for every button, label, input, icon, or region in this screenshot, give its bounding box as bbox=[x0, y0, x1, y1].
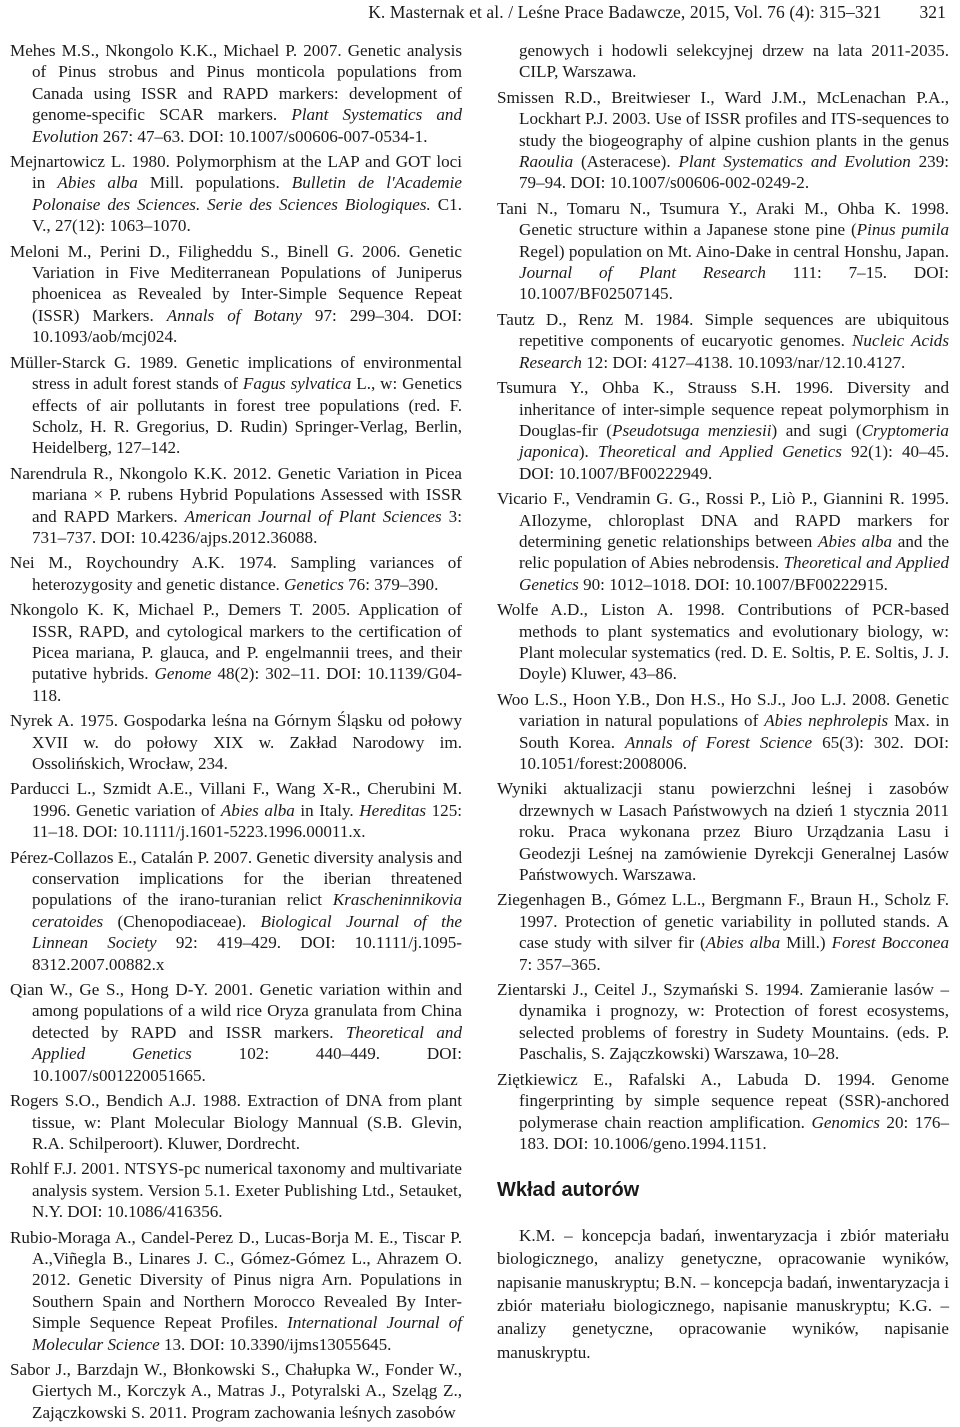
reference-entry bbox=[10, 710, 462, 774]
reference-text: in Italy. bbox=[294, 800, 360, 820]
journal-title: Genomics bbox=[811, 1112, 880, 1132]
reference-entry bbox=[497, 689, 949, 775]
journal-title: International Journal of Molecular Science bbox=[32, 1313, 462, 1354]
reference-text: 239: 79–94. DOI: 10.1007/s00606-002-0249-2. bbox=[519, 152, 949, 193]
reference-text: 65(3): 302. DOI: 10.1051/forest:2008006. bbox=[519, 732, 949, 773]
reference-entry bbox=[497, 87, 949, 194]
references-right-column bbox=[497, 40, 949, 1364]
reference-text: Ziętkiewicz E., Rafalski A., Labuda D. 1994. Genome fingerprinting by simple sequence repeat (SSR)-anchored polymerase chain reaction amplification. bbox=[497, 1069, 949, 1132]
journal-title: Biological Journal of the Linnean Society bbox=[32, 911, 462, 953]
journal-title: Nucleic Acids Research bbox=[519, 331, 949, 372]
reference-entry bbox=[10, 1158, 462, 1222]
journal-title: Theoretical and Applied Genetics bbox=[32, 1022, 463, 1064]
reference-entry bbox=[10, 1359, 462, 1423]
journal-title: Genetics bbox=[284, 574, 344, 594]
journal-title: American Journal of Plant Sciences bbox=[184, 506, 442, 526]
reference-text: Wolfe A.D., Liston A. 1998. Contributions of PCR-based methods to plant systematics and evolutionary biology, w: Plant molecular systematics (red. D. E. Soltis, P. E. Soltis, J. J. Doyle) Kluwer, 43–86. bbox=[497, 600, 949, 684]
reference-entry bbox=[10, 1227, 462, 1355]
journal-title: Theoretical and Applied Genetics bbox=[597, 442, 842, 462]
reference-text: Wyniki aktualizacji stanu powierzchni leśnej i zasobów drzewnych w Lasach Państwowych na dzień 1 stycznia 2011 roku. Praca wykonana przez Biuro Urządzania Lasu i Geodezji Leśnej na zamówienie Dyrekcji Generalnej Lasów Państwowych. Warszawa. bbox=[497, 779, 949, 885]
reference-text: Pérez-Collazos E., Catalán P. 2007. Genetic diversity analysis and conservation implications for the iberian threatened populations of the irano-turanian relict bbox=[10, 847, 462, 910]
species-name: Pinus pumila bbox=[856, 220, 950, 240]
species-name: Abies alba bbox=[818, 531, 893, 551]
reference-text: 125: 11–18. DOI: 10.1111/j.1601-5223.1996.00011.x. bbox=[32, 800, 462, 842]
reference-entry bbox=[10, 1090, 462, 1154]
reference-text: Regel) population on Mt. Aino-Dake in central Honshu, Japan. bbox=[519, 241, 949, 261]
journal-title: Plant Systematics and Evolution bbox=[32, 105, 462, 146]
contributions-heading: Wkład autorów bbox=[497, 1179, 640, 1202]
reference-entry bbox=[497, 377, 949, 484]
running-head bbox=[368, 2, 946, 23]
journal-title: Journal of Plant Research bbox=[519, 263, 766, 283]
reference-entry bbox=[497, 979, 949, 1065]
reference-text: 111: 7–15. DOI: 10.1007/BF02507145. bbox=[519, 263, 949, 304]
right-reference-list bbox=[497, 40, 949, 1154]
reference-text: 92(1): 40–45. DOI: 10.1007/BF00222949. bbox=[519, 442, 949, 483]
reference-entry bbox=[10, 40, 462, 147]
reference-entry bbox=[497, 889, 949, 975]
reference-text: 76: 379–390. bbox=[343, 574, 439, 594]
species-name: Pseudotsuga menziesii bbox=[612, 420, 772, 440]
reference-entry bbox=[10, 552, 462, 595]
reference-text: genowych i hodowli selekcyjnej drzew na lata 2011-2035. CILP, Warszawa. bbox=[519, 41, 949, 82]
reference-entry bbox=[497, 198, 949, 305]
reference-text: Mill. populations. bbox=[137, 173, 292, 193]
reference-text: and the relic population of Abies nebrodensis. bbox=[519, 531, 949, 573]
reference-text: Rogers S.O., Bendich A.J. 1988. Extraction of DNA from plant tissue, w: Plant Molecular Biology Mannual (S.B. Glevin, R.A. Schilperoort). Kluwer, Dordrecht. bbox=[10, 1091, 462, 1153]
reference-text: Ziegenhagen B., Gómez L.L., Bergmann F., Braun H., Scholz F. 1997. Protection of genetic variability in polluted stands. A case study with silver fir ( bbox=[497, 890, 949, 953]
reference-text: Mejnartowicz L. 1980. Polymorphism at the LAP and GOT loci in bbox=[10, 152, 462, 193]
reference-text: C1. V., 27(12): 1063–1070. bbox=[32, 194, 462, 236]
reference-text: 97: 299–304. DOI: 10.1093/aob/mcj024. bbox=[32, 305, 462, 347]
species-name: Fagus sylvatica bbox=[242, 374, 352, 394]
species-name: Krascheninnikovia ceratoides bbox=[32, 890, 462, 931]
reference-entry bbox=[497, 309, 949, 373]
page-number: 321 bbox=[919, 2, 946, 22]
reference-text: Müller-Starck G. 1989. Genetic implications of environmental stress in adult forest stands of bbox=[10, 352, 462, 394]
reference-text: 3: 731–737. DOI: 10.4236/ajps.2012.36088. bbox=[32, 506, 462, 547]
reference-text: 7: 357–365. bbox=[519, 954, 601, 974]
journal-title: Forest Bocconea bbox=[831, 933, 949, 953]
journal-title: Theoretical and Applied Genetics bbox=[519, 553, 949, 594]
journal-title: Hereditas bbox=[359, 800, 427, 820]
reference-text: Smissen R.D., Breitwieser I., Ward J.M., McLenachan P.A., Lockhart P.J. 2003. Use of ISSR profiles and ITS-sequences to study the biogeography of alpine cushion plants in the genus bbox=[497, 87, 949, 150]
reference-text: Sabor J., Barzdajn W., Błonkowski S., Chałupka W., Fonder W., Giertych M., Korczyk A., Matras J., Potyralski A., Szeląg Z., Zajączkowski S. 2011. Program zachowania leśnych zasobów bbox=[10, 1359, 462, 1422]
reference-entry bbox=[10, 463, 462, 549]
journal-title: Plant Systematics and Evolution bbox=[678, 152, 911, 172]
reference-text: Mehes M.S., Nkongolo K.K., Michael P. 2007. Genetic analysis of Pinus strobus and Pinus monticola populations from Canada using ISSR and RAPD markers: development of genome-specific SCAR markers. bbox=[10, 41, 462, 125]
reference-text: ) and sugi ( bbox=[771, 420, 862, 440]
journal-title: Annals of Botany bbox=[166, 305, 302, 325]
reference-text: Qian W., Ge S., Hong D-Y. 2001. Genetic variation within and among populations of a wild rice Oryza granulata from China detected by RAPD and ISSR markers. bbox=[10, 980, 462, 1042]
reference-entry bbox=[10, 979, 462, 1086]
reference-text: Meloni M., Perini D., Filigheddu S., Binell G. 2006. Genetic Variation in Five Mediterranean Populations of Juniperus phoenicea as Revealed by Inter-Simple Sequence Repeat (ISSR) Markers. bbox=[10, 241, 462, 325]
reference-text: 267: 47–63. DOI: 10.1007/s00606-007-0534-1. bbox=[98, 126, 428, 146]
reference-text: 48(2): 302–11. DOI: 10.1139/G04-118. bbox=[32, 664, 462, 705]
reference-text: Mill.) bbox=[780, 933, 832, 953]
reference-entry bbox=[10, 241, 462, 348]
reference-text: Zientarski J., Ceitel J., Szymański S. 1994. Zamieranie lasów – dynamika i prognozy, w: Protection of forest ecosystems, selected problems of forestry in Sudety Mountains. (eds. P. Paschalis, S. Zajączkowski) Warszawa, 10–28. bbox=[497, 980, 949, 1064]
reference-text: 13. DOI: 10.3390/ijms13055645. bbox=[159, 1334, 392, 1354]
reference-text: Max. in South Korea. bbox=[519, 711, 950, 752]
reference-entry bbox=[10, 352, 462, 459]
reference-text: Woo L.S., Hoon Y.B., Don H.S., Ho S.J., Joo L.J. 2008. Genetic variation in natural populations of bbox=[497, 689, 949, 731]
reference-text: Nei M., Roychoundry A.K. 1974. Sampling variances of heterozygosity and genetic distance. bbox=[10, 553, 462, 594]
reference-text: L., w: Genetics effects of air pollutants in forest tree populations (red. F. Scholz, H. R. Gregorius, D. Rudin) Springer-Verlag, Berlin, Heidelberg, 127–142. bbox=[32, 374, 462, 458]
species-name: Abies alba bbox=[220, 800, 295, 820]
reference-text: Vicario F., Vendramin G. G., Rossi P., Liò P., Giannini R. 1995. AIlozyme, chloroplast DNA and RAPD markers for determining genetic relationships between bbox=[497, 489, 949, 551]
reference-text: Tani N., Tomaru N., Tsumura Y., Araki M., Ohba K. 1998. Genetic structure within a Japanese stone pine ( bbox=[497, 198, 949, 240]
reference-entry bbox=[10, 847, 462, 975]
reference-text: (Chenopodiaceae). bbox=[103, 911, 261, 931]
species-name: Cryptomeria japonica bbox=[519, 420, 949, 462]
reference-entry bbox=[10, 778, 462, 842]
reference-text: (Asteracese). bbox=[573, 152, 679, 172]
species-name: Abies nephrolepis bbox=[764, 711, 889, 731]
references-left-column bbox=[10, 40, 462, 1427]
species-name: Abies alba bbox=[57, 173, 138, 193]
reference-text: 12: DOI: 4127–4138. 10.1093/nar/12.10.4127. bbox=[581, 352, 906, 372]
reference-text: Narendrula R., Nkongolo K.K. 2012. Genetic Variation in Picea mariana × P. rubens Hybrid Populations Assessed with ISSR and RAPD Markers. bbox=[10, 463, 462, 526]
reference-text: Tautz D., Renz M. 1984. Simple sequences are ubiquitous repetitive components of eucaryotic genomes. bbox=[497, 309, 949, 351]
reference-text: Rubio-Moraga A., Candel-Perez D., Lucas-Borja M. E., Tiscar P. A.,Viñegla B., Linares J. C., Gómez-Gómez L., Ahrazem O. 2012. Genetic Diversity of Pinus nigra Arn. Populations in Southern Spain and Northern Morocco Revealed By Inter-Simple Sequence Repeat Profiles. bbox=[10, 1227, 462, 1333]
reference-text: 102: 440–449. DOI: 10.1007/s001220051665. bbox=[32, 1044, 462, 1085]
reference-text: Tsumura Y., Ohba K., Strauss S.H. 1996. Diversity and inheritance of inter-simple sequence repeat polymorphism in Douglas-fir ( bbox=[497, 378, 949, 440]
journal-title: Annals of Forest Science bbox=[625, 732, 813, 752]
reference-text: Nkongolo K. K, Michael P., Demers T. 2005. Application of ISSR, RAPD, and cytological markers to the certification of Picea mariana, P. glauca, and P. engelmannii trees, and their putative hybrids. bbox=[10, 600, 462, 684]
journal-title: Genome bbox=[154, 664, 212, 684]
reference-text: Rohlf F.J. 2001. NTSYS-pc numerical taxonomy and multivariate analysis system. Version 5.1. Exeter Publishing Ltd., Setauket, N.Y. DOI: 10.1086/416356. bbox=[10, 1159, 462, 1222]
contributions-text: K.M. – koncepcja badań, inwentaryzacja i zbiór materiału biologicznego, analizy genetyczne, opracowanie wyników, napisanie manuskryptu; B.N. – koncepcja badań, inwentaryzacja i zbiór materiału biologicznego, napisanie manuskryptu; K.G. – analizy genetyczne, opracowanie wyników, napisanie manuskryptu. bbox=[497, 1225, 949, 1362]
reference-entry bbox=[497, 40, 949, 83]
reference-entry bbox=[497, 599, 949, 685]
reference-entry bbox=[497, 1069, 949, 1155]
reference-entry bbox=[497, 778, 949, 885]
reference-entry bbox=[10, 599, 462, 706]
reference-text: 92: 419–429. DOI: 10.1111/j.1095-8312.2007.00882.x bbox=[32, 933, 462, 974]
reference-text: ). bbox=[578, 442, 598, 462]
running-head-citation: K. Masternak et al. / Leśne Prace Badawcze, 2015, Vol. 76 (4): 315–321 bbox=[368, 2, 882, 22]
reference-entry bbox=[497, 488, 949, 595]
species-name: Raoulia bbox=[519, 152, 574, 172]
journal-title: Bulletin de l'Academie Polonaise des Sciences. Serie des Sciences Biologiques. bbox=[32, 173, 462, 214]
reference-text: 90: 1012–1018. DOI: 10.1007/BF00222915. bbox=[578, 574, 888, 594]
reference-entry bbox=[10, 151, 462, 237]
reference-text: 20: 176–183. DOI: 10.1006/geno.1994.1151. bbox=[519, 1112, 950, 1153]
reference-text: Nyrek A. 1975. Gospodarka leśna na Górnym Śląsku od połowy XVII w. do połowy XIX w. Zakład Narodowy im. Ossolińskich, Wrocław, 234. bbox=[10, 711, 462, 773]
reference-text: Parducci L., Szmidt A.E., Villani F., Wang X-R., Cherubini M. 1996. Genetic variation of bbox=[10, 779, 462, 820]
species-name: Abies alba bbox=[705, 933, 781, 953]
